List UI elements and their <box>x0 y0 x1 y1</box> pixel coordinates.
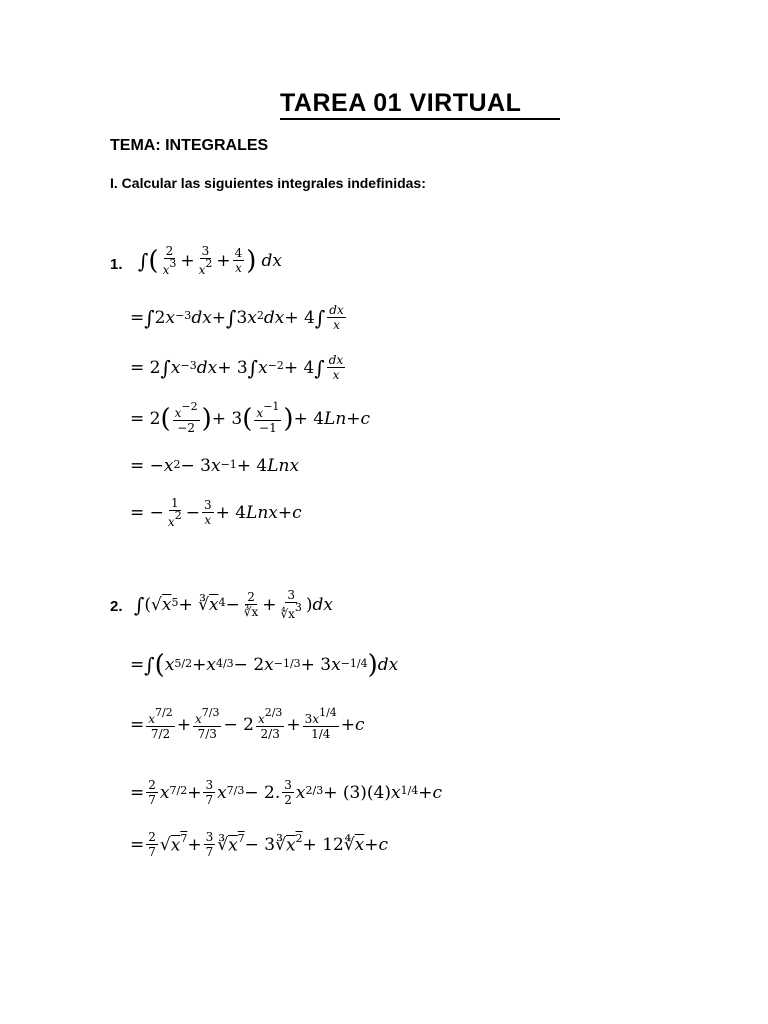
instruction-text: I. Calcular las siguientes integrales indefinidas: <box>110 175 426 191</box>
equation-line: = − x $^2$ − 3 x $^{-1}$ + 4 Lnx <box>130 456 300 476</box>
equation-line: = $\frac{x^{7/2}}{7/2}$ + $\frac{x^{7/3}}{7/3}$ − 2 $\frac{x^{2/3}}{2/3}$ + $\frac{3x^{1/4}}{1/4}$ + c <box>130 706 365 741</box>
equation-line: = ∫ ( x $^{5/2}$ + x $^{4/3}$ − 2 x $^{-1/3}$ + 3 x $^{-1/4}$ ) dx <box>130 650 399 680</box>
equation-line: = 2 ( $\frac{x^{-2}}{-2}$ ) + 3 ( $\frac{x^{-1}}{-1}$ ) + 4 Ln + c <box>130 400 371 435</box>
equation-line: ∫ (√ x $^5$ + ∛ $\overline{x}$ $^4$ − $\frac{2}{∛x}$ + $\frac{3}{∜x^3}$ ) dx <box>134 588 334 621</box>
equation-line: = $\frac{2}{7}$ x $^{7/2}$ + $\frac{3}{7}$ x $^{7/3}$ − 2. $\frac{3}{2}$ x $^{2/3}$ + (3)(4) x $^{1/4}$ + c <box>130 778 443 807</box>
problem-number: 2. <box>110 598 123 615</box>
equation-line: = 2 ∫ x $^{-3}$ dx + 3 ∫ x $^{-2}$ + 4 ∫ $\frac{dx}{x}$ <box>130 353 344 382</box>
equation-line: = ∫ 2 x $^{-3}$ dx + ∫ 3 x $^2$ dx + 4 ∫ $\frac{dx}{x}$ <box>130 303 344 332</box>
problem-number: 1. <box>110 256 123 273</box>
equation-line: = − $\frac{1}{x^2}$ − $\frac{3}{x}$ + 4 Lnx + c <box>130 496 302 529</box>
page-title: TAREA 01 VIRTUAL <box>280 88 560 120</box>
equation-line: = $\frac{2}{7}$ √ $x^7$ + $\frac{3}{7}$ ∛ $x^7$ − 3∛ $x^2$ + 12∜ $\overline{x}$ + c <box>130 830 389 859</box>
topic-heading: TEMA: INTEGRALES <box>110 137 269 154</box>
equation-line: ∫ ( $\frac{2}{x^3}$ + $\frac{3}{x^2}$ + $\frac{4}{x}$ ) dx <box>138 244 282 277</box>
